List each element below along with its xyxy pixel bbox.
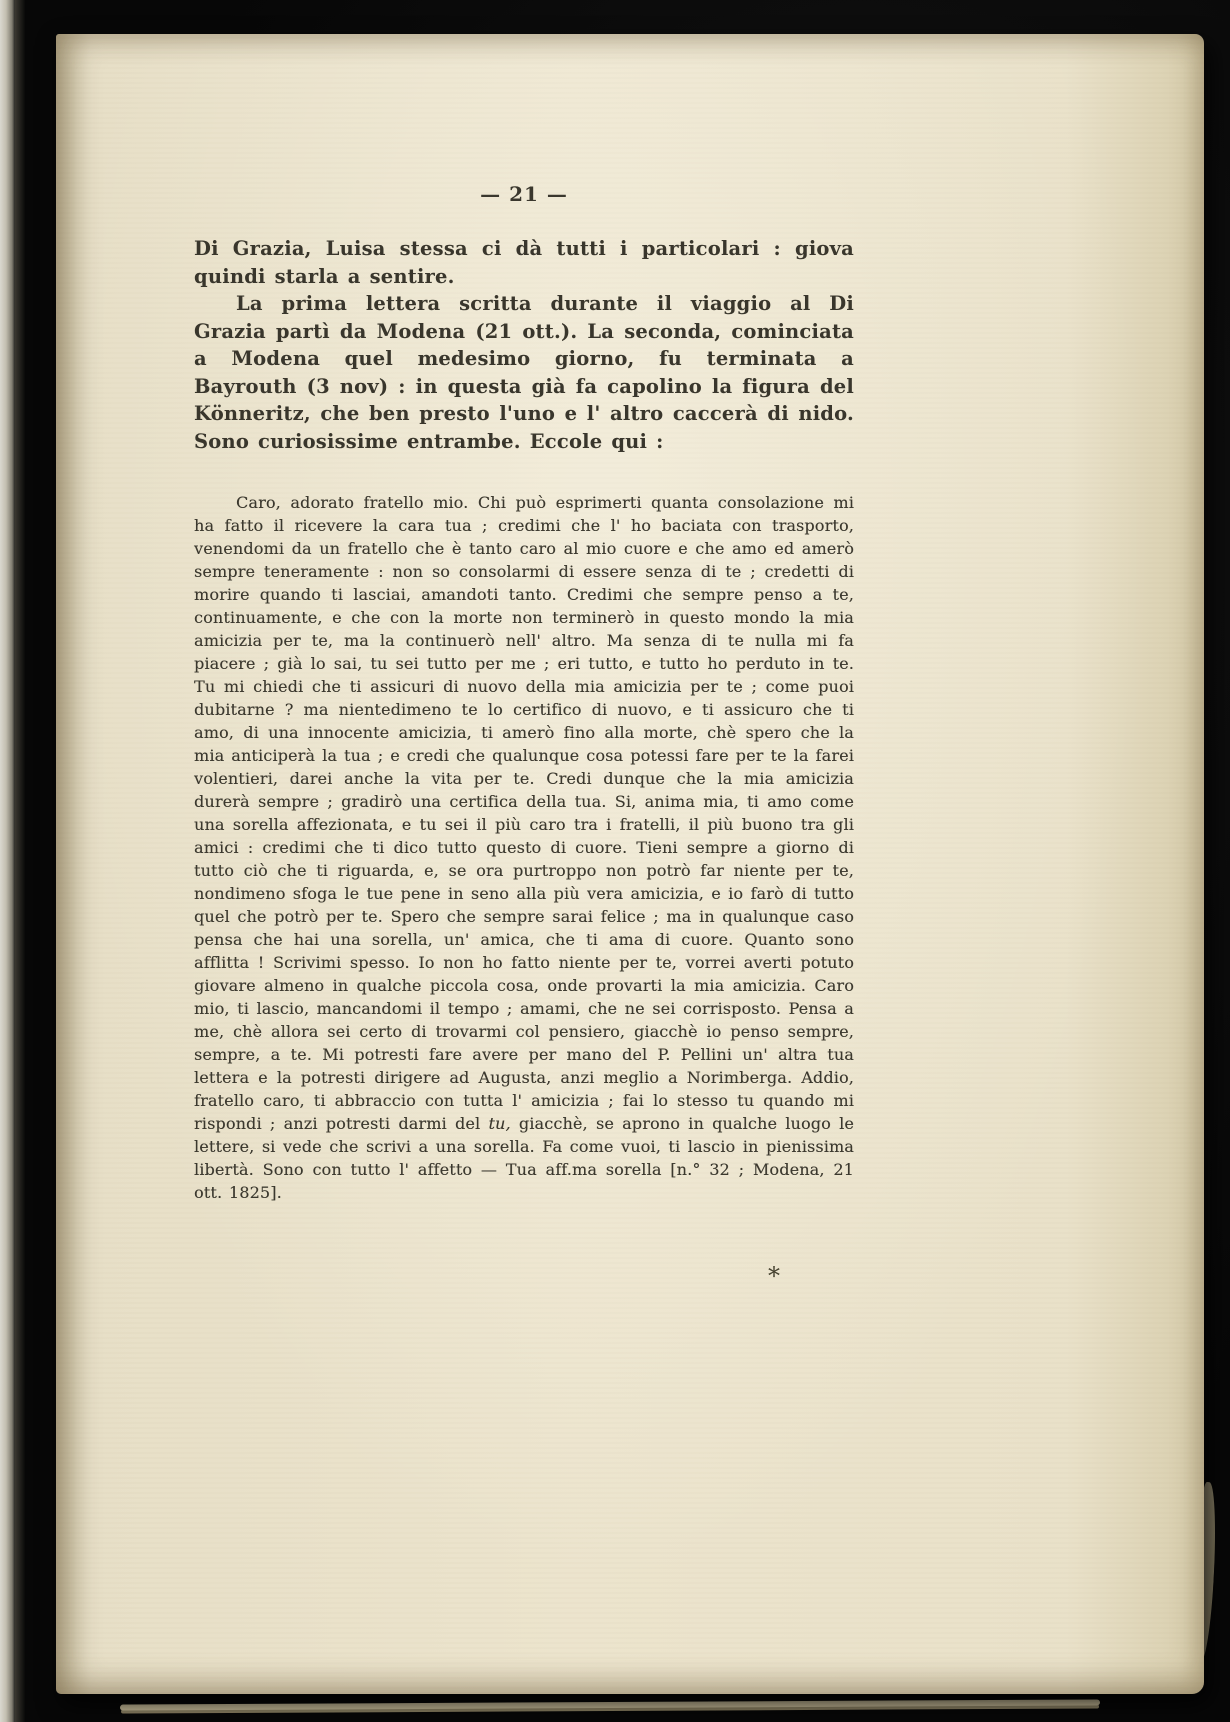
intro-section (194, 235, 854, 455)
page-number: — 21 — (480, 182, 568, 206)
book-page (56, 34, 1204, 1694)
letter-block (194, 491, 854, 1204)
letter-paragraph (194, 491, 854, 1204)
intro-paragraph-2: La prima lettera scritta durante il viaggio al Di Grazia partì da Modena (21 ott.). La seconda, cominciata a Modena quel medesimo giorno, fu terminata a Bayrouth (3 nov) : in questa già fa capolino la figura del Könneritz, che ben presto l'uno e l' altro caccerà di nido. Sono curiosissime entrambe. Eccole qui : (194, 292, 854, 453)
footnote-star: * (768, 1262, 780, 1290)
binding-shadow (15, 0, 25, 1722)
letter-italic-tu: tu, (488, 1114, 511, 1133)
page-content (194, 180, 854, 1204)
letter-text-part2: giacchè, se aprono in qualche luogo le lettere, si vede che scrivi a una sorella. Fa come vuoi, ti lascio in pienissima libertà. Sono con tutto l' affetto — Tua aff.ma sorella [n.° 32 ; Modena, 21 ott. 1825]. (194, 1114, 854, 1202)
letter-text-part1: Caro, adorato fratello mio. Chi può esprimerti quanta consolazione mi ha fatto il ricevere la cara tua ; credimi che l' ho baciata con trasporto, venendomi da un fratello che è tanto caro al mio cuore e che amo ed amerò sempre teneramente : non so consolarmi di essere senza di te ; credetti di morire quando ti lasciai, amandoti tanto. Credimi che sempre penso a te, continuamente, e che con la morte non terminerò in questo mondo la mia amicizia per te, ma la continuerò nell' altro. Ma senza di te nulla mi fa piacere ; già lo sai, tu sei tutto per me ; eri tutto, e tutto ho perduto in te. Tu mi chiedi che ti assicuri di nuovo della mia amicizia per te ; come puoi dubitarne ? ma nientedimeno te lo certifico di nuovo, e ti assicuro che ti amo, di una innocente amicizia, ti amerò fino alla morte, chè spero che la mia anticiperà la tua ; e credi che qualunque cosa potessi fare per te la farei volentieri, darei anche la vita per te. Credi dunque che la mia amicizia durerà sempre ; gradirò una certifica della tua. Si, anima mia, ti amo come una sorella affezionata, e tu sei il più caro tra i fratelli, il più buono tra gli amici : credimi che ti dico tutto questo di cuore. Tieni sempre a giorno di tutto ciò che ti riguarda, e, se ora purtroppo non potrò far niente per te, nondimeno sfoga le tue pene in seno alla più vera amicizia, e io farò di tutto quel che potrò per te. Spero che sempre sarai felice ; ma in qualunque caso pensa che hai una sorella, un' amica, che ti ama di cuore. Quanto sono afflitta ! Scrivimi spesso. Io non ho fatto niente per te, vorrei averti potuto giovare almeno in qualche piccola cosa, onde provarti la mia amicizia. Caro mio, ti lascio, mancandomi il tempo ; amami, che ne sei corrisposto. Pensa a me, chè allora sei certo di trovarmi col pensiero, giacchè io penso sempre, sempre, a te. Mi potresti fare avere per mano del P. Pellini un' altra tua lettera e la potresti dirigere ad Augusta, anzi meglio a Norimberga. Addio, fratello caro, ti abbraccio con tutta l' amicizia ; fai lo stesso tu quando mi rispondi ; anzi potresti darmi del (194, 493, 854, 1133)
intro-paragraph-1: Di Grazia, Luisa stessa ci dà tutti i particolari : giova quindi starla a sentire. (194, 237, 854, 288)
opposite-page-edge (0, 0, 15, 1722)
